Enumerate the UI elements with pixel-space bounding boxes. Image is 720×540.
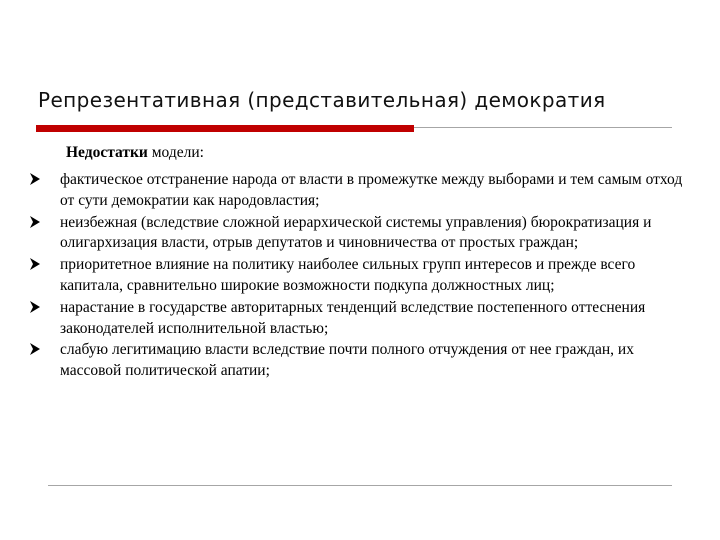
subheading-bold: Недостатки	[66, 144, 148, 161]
bullet-text: неизбежная (вследствие сложной иерархической системы управления) бюрократизация и олигархизация власти, отрыв депутатов и чиновничества от простых граждан;	[60, 213, 652, 252]
arrowhead-bullet-icon	[28, 300, 42, 314]
footer-divider-line	[48, 485, 672, 486]
slide-title: Репрезентативная (представительная) демократия	[38, 88, 606, 112]
bullet-text: приоритетное влияние на политику наиболее сильных групп интересов и прежде всего капитала, сравнительно широкие возможности подкупа должностных лиц;	[60, 256, 636, 294]
bullet-text: фактическое отстранение народа от власти в промежутке между выборами и тем самым отход от сути демократии как народовластия;	[60, 171, 683, 209]
bullet-list	[28, 170, 688, 383]
bullet-item	[28, 255, 688, 297]
arrowhead-bullet-icon	[28, 342, 42, 356]
bullet-text: нарастание в государстве авторитарных тенденций вследствие постепенного оттеснения законодателей исполнительной властью;	[60, 298, 646, 337]
title-divider-line	[414, 127, 672, 128]
arrowhead-bullet-icon	[28, 257, 42, 271]
bullet-text: слабую легитимацию власти вследствие почти полного отчуждения от нее граждан, их массовой политической апатии;	[60, 341, 634, 380]
subheading	[66, 143, 204, 163]
arrowhead-bullet-icon	[28, 172, 42, 186]
bullet-item	[28, 213, 688, 255]
subheading-rest: модели:	[147, 144, 204, 161]
bullet-item	[28, 340, 688, 382]
bullet-item	[28, 298, 688, 340]
bullet-item	[28, 170, 688, 212]
arrowhead-bullet-icon	[28, 215, 42, 229]
title-accent-bar	[36, 125, 414, 132]
